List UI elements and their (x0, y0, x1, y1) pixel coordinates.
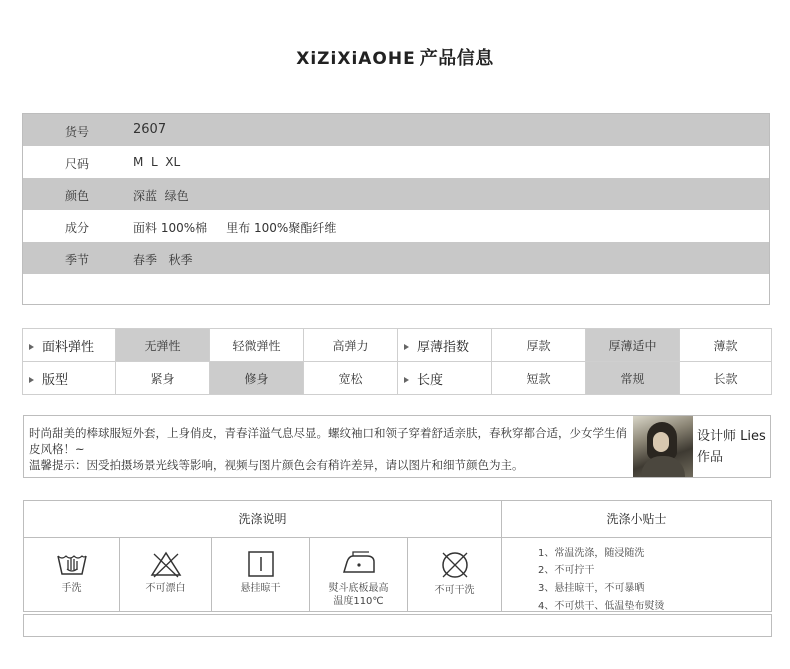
attr-option: 宽松 (304, 362, 398, 395)
attr-option: 厚薄适中 (586, 329, 680, 362)
info-label: 颜色 (65, 189, 90, 203)
care-instructions-header: 洗涤说明 (24, 501, 502, 538)
info-value: M L XL (133, 155, 181, 169)
designer-photo (633, 416, 693, 477)
care-tip: 4、不可烘干、低温垫布熨烫 (538, 601, 665, 612)
description-text: 时尚甜美的棒球服短外套，上身俏皮，青春洋溢气息尽显。螺纹袖口和领子穿着舒适亲肤，春秋穿都合适，少女学生俏皮风格！~ (29, 426, 627, 456)
care-label: 熨斗底板最高 (328, 583, 389, 594)
attr-option: 短款 (492, 362, 586, 395)
care-cell-iron (310, 538, 408, 612)
care-tips-list (502, 538, 771, 612)
designer-credit (697, 426, 769, 468)
description-box (23, 415, 771, 478)
info-row-material (23, 210, 769, 242)
designer-works: 作品 (697, 450, 724, 465)
info-label: 季节 (65, 253, 90, 267)
care-table (23, 500, 772, 612)
attr-option: 轻微弹性 (210, 329, 304, 362)
hang-dry-icon (245, 550, 277, 578)
iron-icon (341, 550, 377, 578)
hand-wash-icon (56, 550, 88, 578)
designer-name: 设计师 Lies (697, 429, 766, 444)
info-row-color (23, 178, 769, 210)
care-label: 温度110℃ (333, 596, 384, 607)
info-label: 货号 (65, 125, 90, 139)
no-dry-clean-icon (439, 550, 471, 580)
attr-label-length: 长度 (398, 362, 492, 395)
attr-option: 薄款 (680, 329, 772, 362)
info-label: 成分 (65, 221, 90, 235)
attr-option: 修身 (210, 362, 304, 395)
triangle-bullet-icon (29, 344, 34, 350)
care-tips-header: 洗涤小贴士 (502, 501, 771, 538)
info-value: 面料 100%棉 里布 100%聚酯纤维 (133, 221, 337, 235)
care-tip: 3、悬挂晾干，不可暴晒 (538, 583, 645, 594)
info-label: 尺码 (65, 157, 90, 171)
description-text-block (29, 425, 635, 473)
triangle-bullet-icon (404, 377, 409, 383)
info-row-item-number (23, 114, 769, 146)
care-label: 不可漂白 (145, 583, 186, 594)
attr-row-elasticity (23, 329, 772, 362)
attr-option: 常规 (586, 362, 680, 395)
care-tip: 2、不可拧干 (538, 565, 595, 576)
no-bleach-icon (150, 550, 182, 578)
attr-label-elasticity: 面料弹性 (23, 329, 116, 362)
info-value: 2607 (133, 122, 167, 137)
page-title (0, 44, 790, 70)
triangle-bullet-icon (404, 344, 409, 350)
info-row-size (23, 146, 769, 178)
footer-empty-row (23, 614, 772, 637)
attr-option: 厚款 (492, 329, 586, 362)
notice-text: 温馨提示：因受拍摄场景光线等影响，视频与图片颜色会有稍许差异，请以图片和细节颜色为主。 (29, 458, 524, 472)
care-cell-no-dry-clean (408, 538, 502, 612)
brand-logo-text: XiZiXiAOHE (296, 49, 416, 69)
attr-option: 长款 (680, 362, 772, 395)
attribute-table (22, 328, 772, 395)
attr-option: 紧身 (116, 362, 210, 395)
care-label: 手洗 (61, 583, 82, 594)
info-row-season (23, 242, 769, 274)
info-value: 深蓝 绿色 (133, 189, 189, 203)
attr-option: 无弹性 (116, 329, 210, 362)
care-cell-no-bleach (120, 538, 212, 612)
attr-label-fit: 版型 (23, 362, 116, 395)
care-tip: 1、常温洗涤，随浸随洗 (538, 548, 645, 559)
product-info-table (22, 113, 770, 305)
triangle-bullet-icon (29, 377, 34, 383)
attr-label-thickness: 厚薄指数 (398, 329, 492, 362)
info-value: 春季 秋季 (133, 253, 193, 267)
care-label: 悬挂晾干 (240, 583, 281, 594)
care-cell-hang-dry (212, 538, 310, 612)
care-label: 不可干洗 (434, 585, 475, 596)
attr-option: 高弹力 (304, 329, 398, 362)
care-cell-hand-wash (24, 538, 120, 612)
title-text: 产品信息 (419, 48, 494, 69)
attr-row-fit (23, 362, 772, 395)
